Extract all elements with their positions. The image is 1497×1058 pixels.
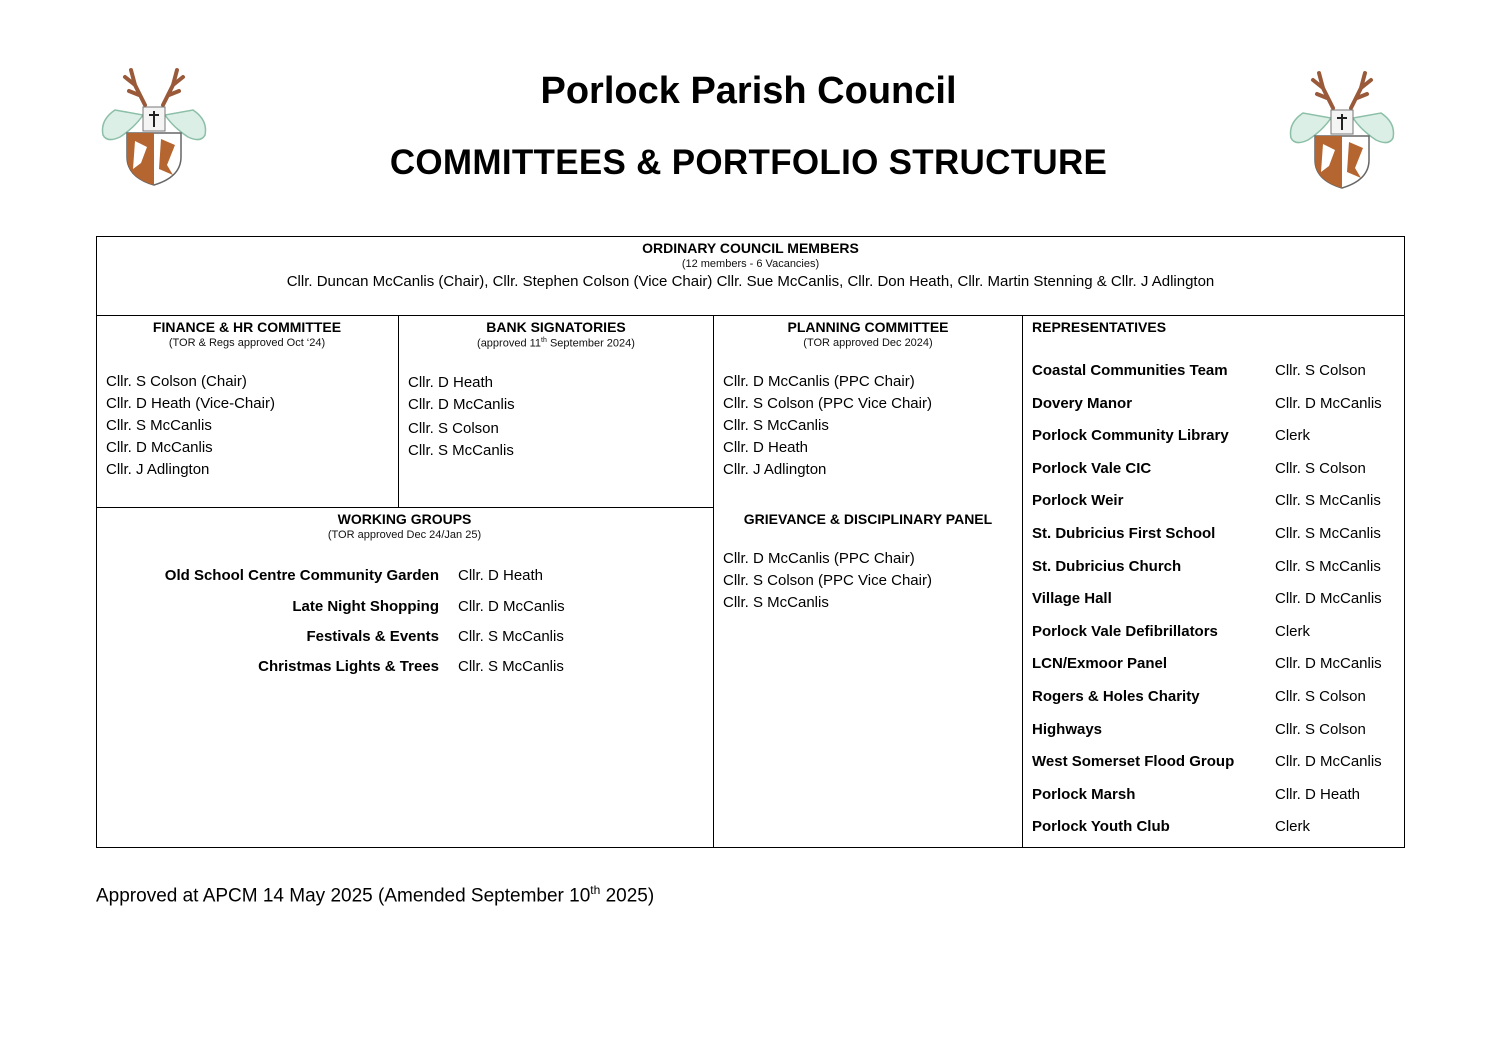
bank-member: Cllr. D McCanlis bbox=[408, 395, 515, 413]
finance-member: Cllr. S Colson (Chair) bbox=[106, 373, 247, 390]
representative-member: Cllr. D McCanlis bbox=[1275, 590, 1382, 608]
finance-note: (TOR & Regs approved Oct ‘24) bbox=[168, 337, 326, 349]
finance-committee-section bbox=[96, 319, 398, 481]
finance-member: Cllr. S McCanlis bbox=[106, 417, 212, 434]
planning-member: Cllr. S McCanlis bbox=[723, 417, 829, 434]
representative-body: Porlock Community Library bbox=[1032, 427, 1229, 445]
finance-member: Cllr. J Adlington bbox=[106, 461, 210, 478]
working-group-name: Old School Centre Community Garden bbox=[164, 567, 439, 584]
planning-committee-section bbox=[714, 319, 1022, 481]
grievance-panel-section bbox=[714, 511, 1022, 614]
working-group-member: Cllr. S McCanlis bbox=[458, 628, 564, 645]
representative-member: Cllr. S McCanlis bbox=[1275, 525, 1381, 542]
representative-body: Porlock Weir bbox=[1032, 492, 1124, 510]
representative-body: Rogers & Holes Charity bbox=[1032, 688, 1200, 705]
divider bbox=[1022, 315, 1023, 848]
page-title: Porlock Parish Council bbox=[540, 70, 957, 112]
bank-heading: BANK SIGNATORIES bbox=[486, 319, 626, 335]
finance-member: Cllr. D Heath (Vice-Chair) bbox=[106, 395, 275, 412]
representative-body: Porlock Marsh bbox=[1032, 785, 1136, 803]
representative-body: LCN/Exmoor Panel bbox=[1032, 655, 1168, 673]
representative-body: Porlock Vale CIC bbox=[1032, 459, 1152, 477]
ordinary-council-members: Cllr. Duncan McCanlis (Chair), Cllr. Stephen Colson (Vice Chair) Cllr. Sue McCanlis, Cllr. Don Heath, Cllr. Martin Stenning & Cllr. J Adlington bbox=[286, 273, 1215, 290]
working-group-row bbox=[96, 567, 544, 587]
representative-body: Porlock Youth Club bbox=[1032, 818, 1170, 836]
bank-note-sup: th bbox=[541, 337, 547, 344]
representative-member: Clerk bbox=[1275, 818, 1311, 836]
bank-member: Cllr. S McCanlis bbox=[408, 441, 514, 459]
working-group-row bbox=[96, 598, 565, 618]
representative-member: Cllr. S McCanlis bbox=[1275, 492, 1381, 510]
representative-body: St. Dubricius First School bbox=[1032, 525, 1216, 542]
planning-member: Cllr. J Adlington bbox=[723, 461, 827, 478]
representative-member: Clerk bbox=[1275, 427, 1311, 445]
working-group-row bbox=[96, 628, 564, 648]
working-group-row bbox=[96, 658, 564, 678]
representative-body: Porlock Vale Defibrillators bbox=[1032, 622, 1218, 640]
working-group-member: Cllr. D McCanlis bbox=[458, 598, 565, 615]
divider bbox=[96, 507, 714, 508]
representative-member: Cllr. D McCanlis bbox=[1275, 394, 1382, 412]
representative-body: West Somerset Flood Group bbox=[1032, 753, 1235, 771]
planning-heading: PLANNING COMMITTEE bbox=[787, 319, 949, 335]
planning-note: (TOR approved Dec 2024) bbox=[803, 337, 933, 349]
representative-member: Cllr. S Colson bbox=[1275, 459, 1366, 477]
bank-member: Cllr. S Colson bbox=[408, 419, 499, 437]
working-groups-note: (TOR approved Dec 24/Jan 25) bbox=[327, 529, 482, 541]
representative-body: Highways bbox=[1032, 720, 1103, 738]
grievance-member: Cllr. S Colson (PPC Vice Chair) bbox=[723, 572, 932, 589]
approval-note bbox=[96, 883, 654, 907]
representative-member: Cllr. S Colson bbox=[1275, 362, 1366, 379]
divider bbox=[96, 315, 1405, 316]
working-group-member: Cllr. S McCanlis bbox=[458, 658, 564, 675]
grievance-heading: GRIEVANCE & DISCIPLINARY PANEL bbox=[743, 511, 993, 527]
ordinary-council-section bbox=[96, 240, 1405, 290]
planning-member: Cllr. D McCanlis (PPC Chair) bbox=[723, 373, 915, 390]
ordinary-council-heading: ORDINARY COUNCIL MEMBERS bbox=[642, 240, 859, 256]
representative-body: St. Dubricius Church bbox=[1032, 557, 1182, 575]
representative-member: Cllr. S Colson bbox=[1275, 720, 1366, 738]
planning-member: Cllr. S Colson (PPC Vice Chair) bbox=[723, 395, 932, 412]
working-group-member: Cllr. D Heath bbox=[458, 567, 544, 584]
representatives-heading: REPRESENTATIVES bbox=[1032, 319, 1167, 335]
representative-member: Cllr. S Colson bbox=[1275, 688, 1366, 705]
bank-note-post: September 2024) bbox=[546, 337, 635, 350]
finance-heading: FINANCE & HR COMMITTEE bbox=[152, 319, 342, 335]
representative-body: Dovery Manor bbox=[1032, 394, 1133, 412]
representative-member: Cllr. D Heath bbox=[1275, 785, 1361, 803]
working-groups-heading: WORKING GROUPS bbox=[337, 511, 472, 527]
working-group-name: Christmas Lights & Trees bbox=[258, 658, 439, 675]
working-groups-section bbox=[96, 511, 713, 541]
approval-note-post: 2025) bbox=[600, 885, 655, 907]
bank-note bbox=[399, 337, 713, 350]
approval-note-sup: th bbox=[590, 883, 601, 897]
bank-signatories-section bbox=[399, 319, 713, 462]
working-group-name: Late Night Shopping bbox=[292, 598, 439, 615]
grievance-member: Cllr. S McCanlis bbox=[723, 594, 829, 611]
approval-note-pre: Approved at APCM 14 May 2025 (Amended September 10 bbox=[96, 885, 591, 907]
bank-member: Cllr. D Heath bbox=[408, 373, 494, 391]
grievance-member: Cllr. D McCanlis (PPC Chair) bbox=[723, 550, 915, 567]
representative-body: Village Hall bbox=[1032, 590, 1112, 608]
representative-member: Clerk bbox=[1275, 622, 1311, 640]
bank-note-pre: (approved 11 bbox=[477, 337, 542, 350]
representative-member: Cllr. S McCanlis bbox=[1275, 557, 1381, 575]
representative-member: Cllr. D McCanlis bbox=[1275, 655, 1382, 673]
working-group-name: Festivals & Events bbox=[306, 628, 439, 645]
ordinary-council-note: (12 members - 6 Vacancies) bbox=[681, 258, 820, 270]
representative-member: Cllr. D McCanlis bbox=[1275, 753, 1382, 771]
finance-member: Cllr. D McCanlis bbox=[106, 439, 213, 456]
representative-body: Coastal Communities Team bbox=[1032, 362, 1228, 379]
planning-member: Cllr. D Heath bbox=[723, 439, 809, 456]
page-subtitle: COMMITTEES & PORTFOLIO STRUCTURE bbox=[389, 143, 1108, 182]
